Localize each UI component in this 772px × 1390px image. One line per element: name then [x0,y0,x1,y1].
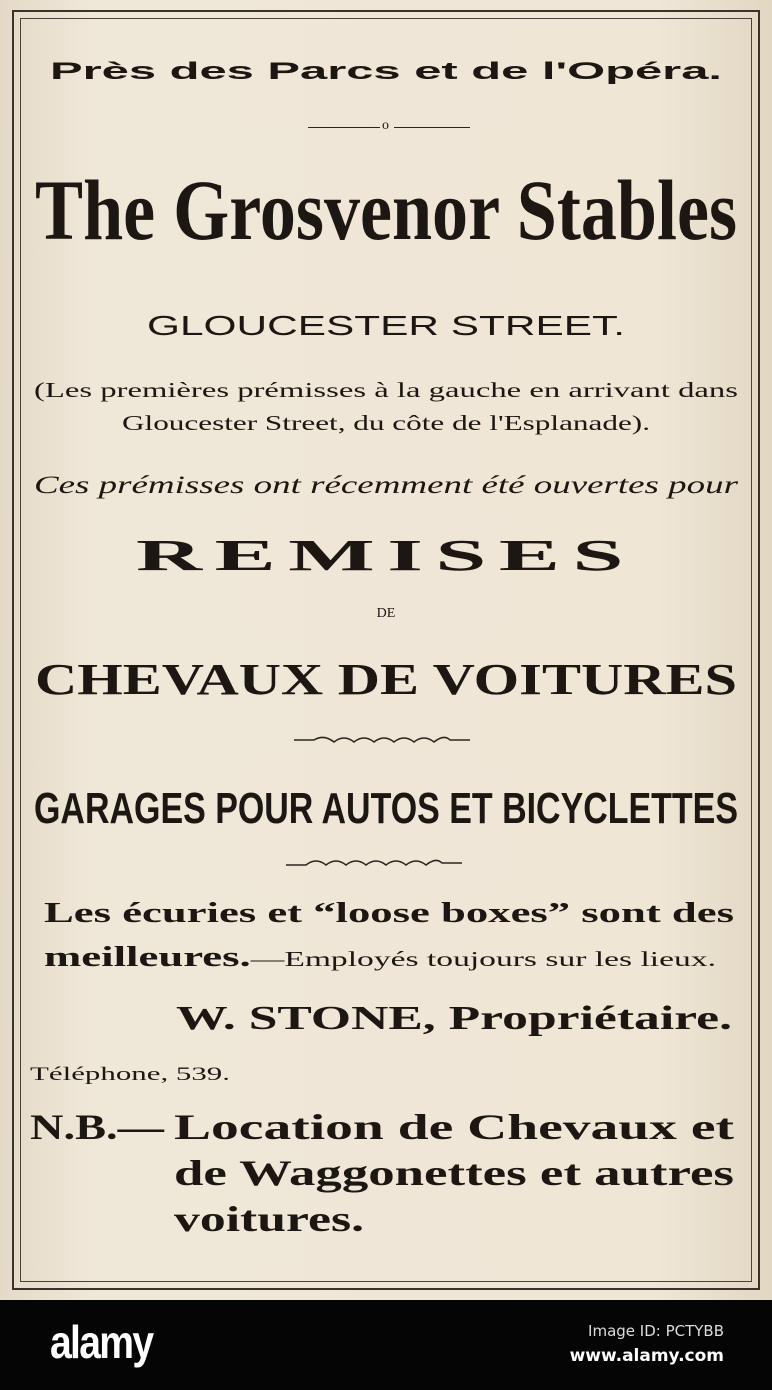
nb-line-1: Location de Chevaux et [174,1107,734,1147]
directions-line-2: Gloucester Street, du côte de l'Esplanade). [122,411,650,435]
proprietor: W. STONE, Propriétaire. [176,1000,732,1037]
nb-line-3: voitures. [174,1199,364,1239]
chevaux-heading: CHEVAUX DE VOITURES [35,655,737,704]
directions-line-1: (Les premières prémisses à la gauche en arrivant dans [34,378,738,402]
nb-line-2: de Waggonettes et autres [174,1153,734,1193]
ornament-mark: o [382,118,389,133]
remises-heading: REMISES [136,531,636,580]
stables-line-2 [44,942,716,974]
garages-heading: GARAGES POUR AUTOS ET BICYCLETTES [34,784,738,833]
ornament-rule-left [308,127,380,128]
ornament-rule-right [394,127,470,128]
nb-label: N.B.— [30,1107,164,1147]
image-id: Image ID: PCTYBB [588,1322,724,1340]
telephone: Téléphone, 539. [30,1064,230,1085]
wavy-divider-1 [294,732,470,748]
site-url: www.alamy.com [569,1346,724,1366]
stables-line-2-rest: —Employés toujours sur les lieux. [250,947,717,971]
alamy-logo: alamy [50,1316,153,1368]
stables-line-2-bold: meilleures. [44,942,251,973]
wavy-divider-2 [286,855,462,871]
street-name: GLOUCESTER STREET. [147,310,625,341]
tagline: Près des Parcs et de l'Opéra. [50,58,722,85]
stables-line-1: Les écuries et “loose boxes” sont des [44,898,734,929]
opened-line: Ces prémisses ont récemment été ouvertes pour [34,472,738,499]
business-name: The Grosvenor Stables [35,162,737,258]
de-word: DE [376,606,396,621]
